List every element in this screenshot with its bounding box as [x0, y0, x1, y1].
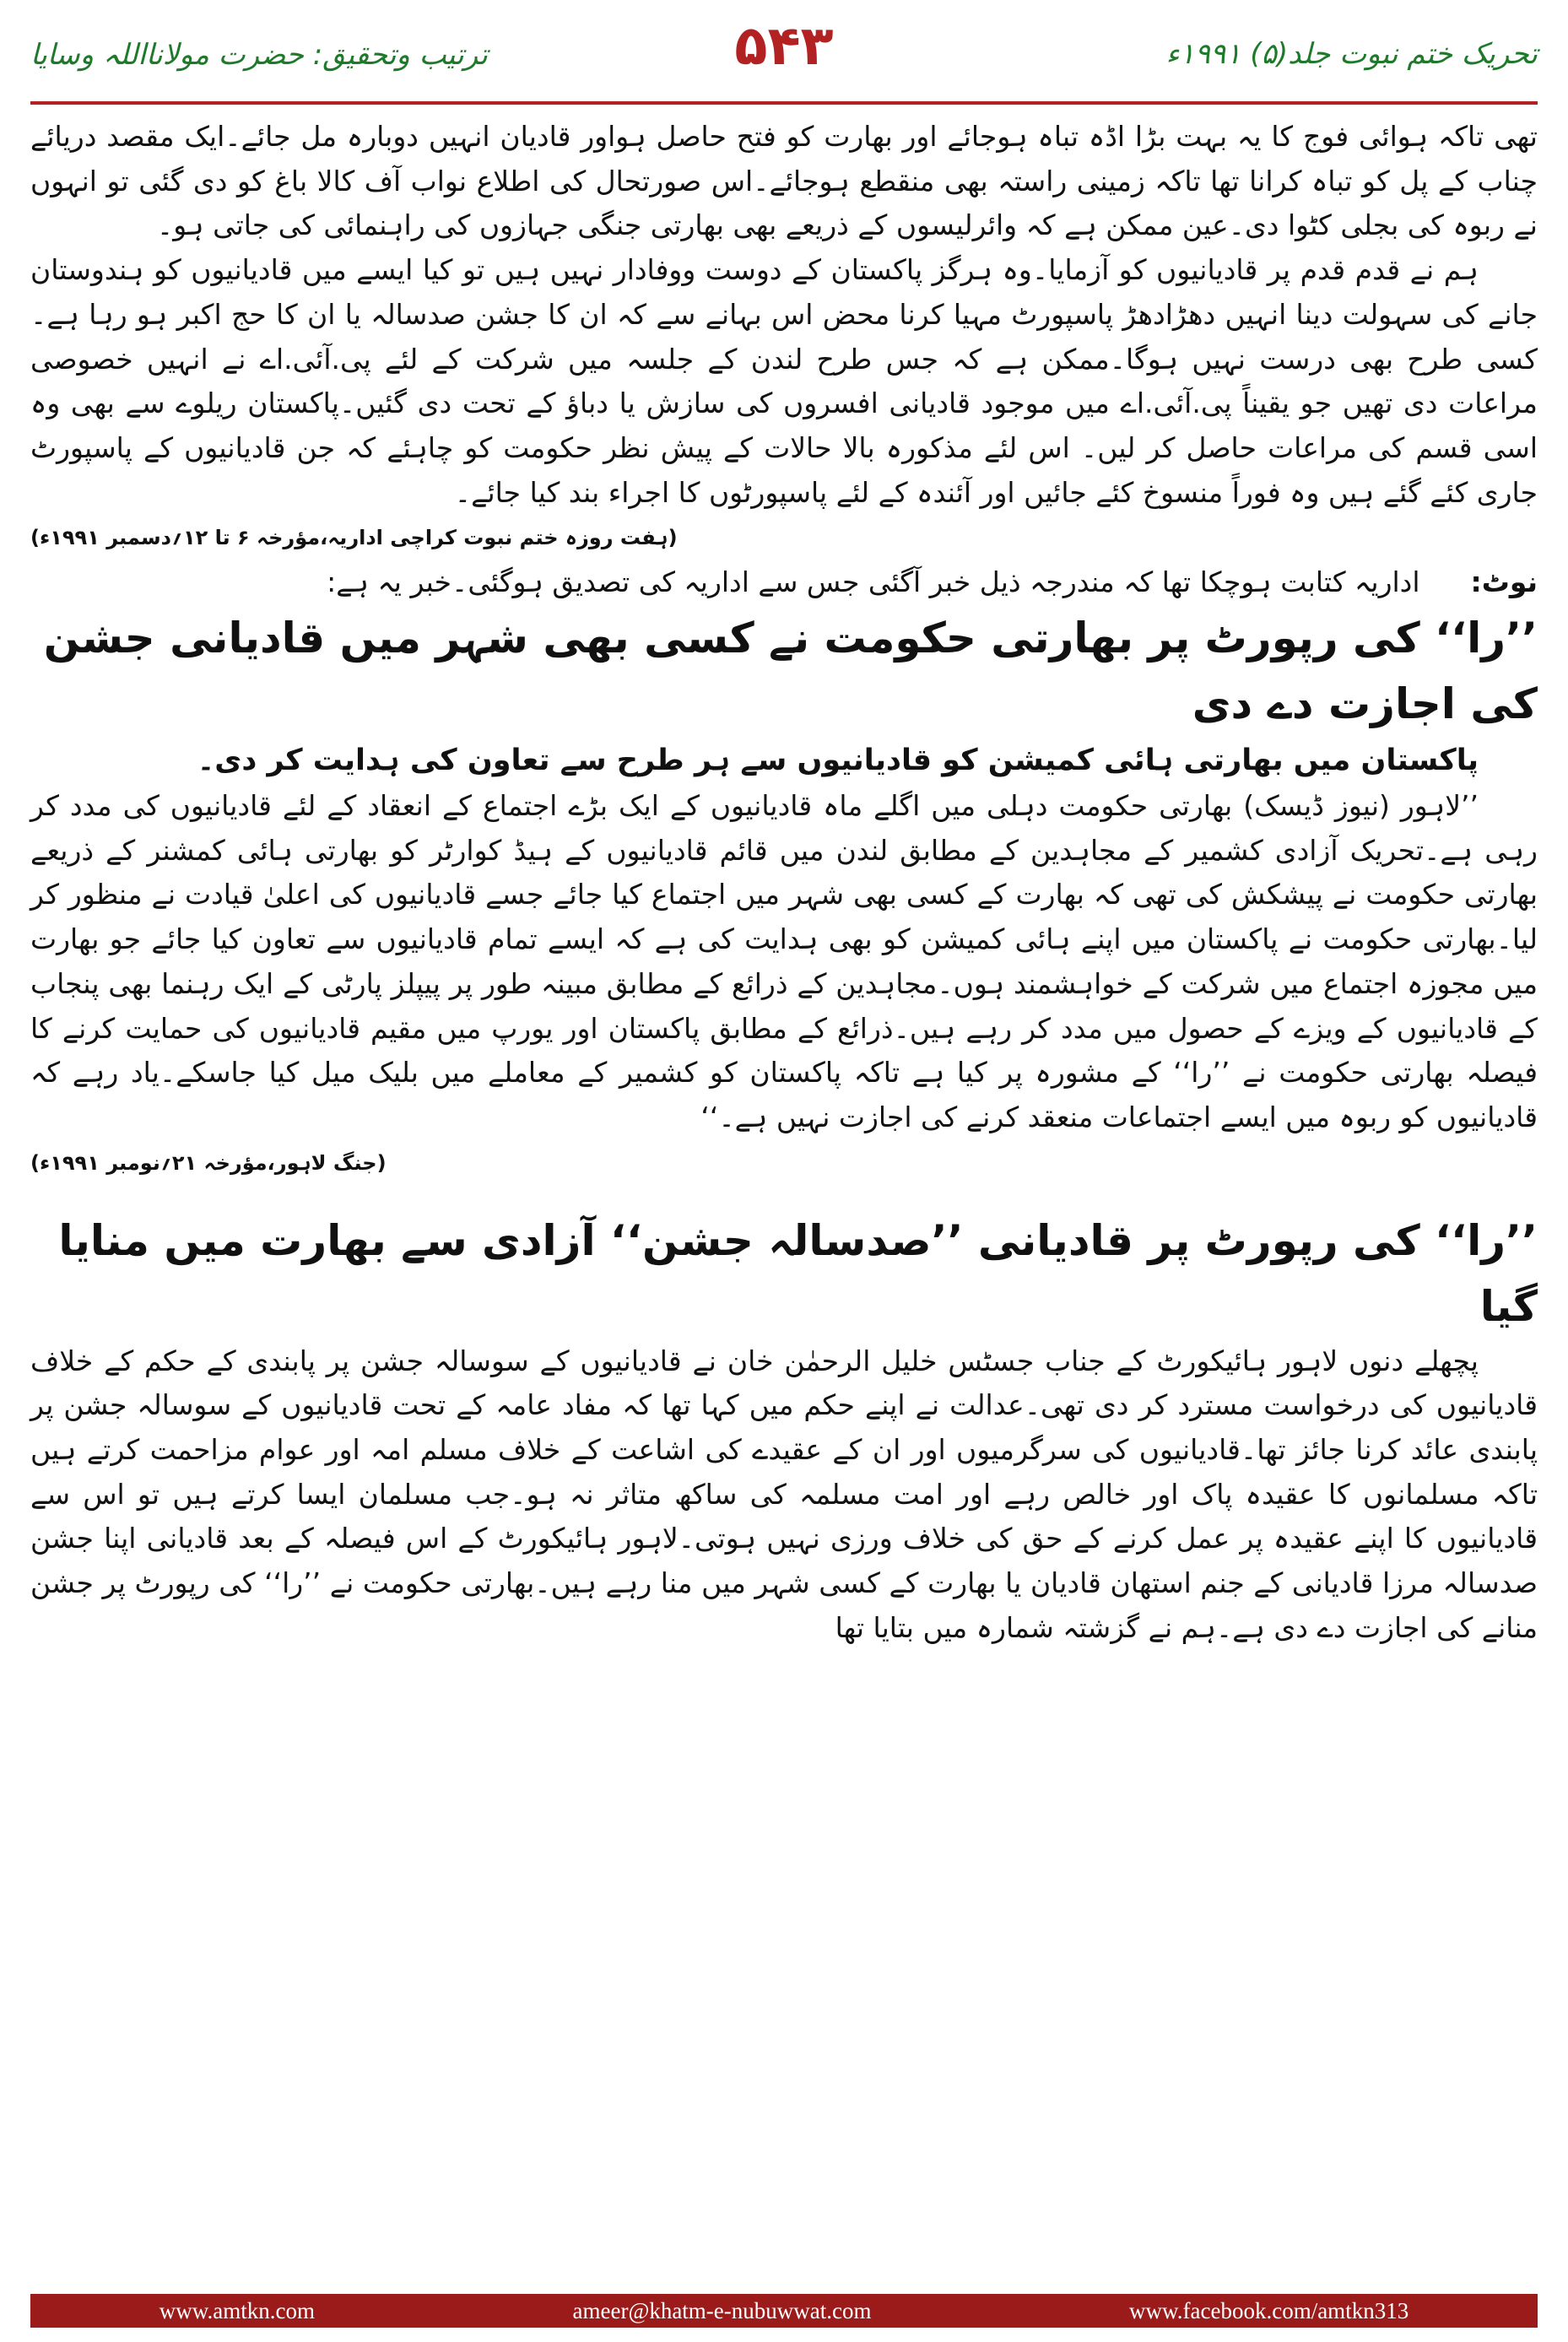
- paragraph-2: ہم نے قدم قدم پر قادیانیوں کو آزمایا۔وہ ہرگز پاکستان کے دوست ووفادار نہیں ہیں تو کیا ایسے میں قادیانیوں کو ہندوستان جانے کی سہولت دینا انہیں دھڑادھڑ پاسپورٹ مہیا کرنا محض اس بہانے سے کہ ان کا جشن صدسالہ یا ان کا حج اکبر ہو رہا ہے۔کسی طرح بھی درست نہیں ہوگا۔ممکن ہے کہ جس طرح لندن کے جلسہ میں شرکت کے لئے پی.آئی.اے نے انہیں خصوصی مراعات دی تھیں جو یقیناً پی.آئی.اے میں موجود قادیانی افسروں کی سازش یا دباؤ کے تحت دی گئیں۔پاکستان ریلوے سے بھی وہ اسی قسم کی مراعات حاصل کر لیں۔ اس لئے مذکورہ بالا حالات کے پیش نظر حکومت کو چاہئے کہ جن قادیانیوں کے پاسپورٹ جاری کئے گئے ہیں وہ فوراً منسوخ کئے جائیں اور آئندہ کے لئے پاسپورٹوں کا اجراء بند کیا جائے۔: [30, 253, 1538, 509]
- footer-email-link[interactable]: ameer@khatm-e-nubuwwat.com: [572, 2297, 872, 2323]
- compiler-credit: ترتیب وتحقیق: حضرت مولانااللہ وسایا: [30, 38, 488, 72]
- header-divider: [30, 101, 1538, 105]
- news-headline-1: ’’را‘‘ کی رپورٹ پر بھارتی حکومت نے کسی بھی شہر میں قادیانی جشن کی اجازت دے دی: [43, 614, 1538, 729]
- editor-note: [30, 560, 1538, 605]
- news-subheadline-1: پاکستان میں بھارتی ہائی کمیشن کو قادیانیوں سے ہر طرح سے تعاون کی ہدایت کر دی۔: [197, 744, 1479, 778]
- news-body-2: پچھلے دنوں لاہور ہائیکورٹ کے جناب جسٹس خلیل الرحمٰن خان نے قادیانیوں کے سوسالہ جشن پر پابندی کے حکم کے خلاف قادیانیوں کی درخواست مسترد کر دی تھی۔عدالت نے اپنے حکم میں کہا تھا کہ مفاد عامہ کے تحت قادیانیوں کے سوسالہ جشن پر پابندی عائد کرنا جائز تھا۔قادیانیوں کی سرگرمیوں اور ان کے عقیدے کی اشاعت کے خلاف مسلم امہ اور عوام مزاحمت کرتے ہیں تاکہ مسلمانوں کا عقیدہ پاک اور خالص رہے اور امت مسلمہ کی ساکھ متاثر نہ ہو۔جب مسلمان ایسا کرتے ہیں تو اس سے قادیانیوں کا اپنے عقیدہ پر عمل کرنے کے حق کی خلاف ورزی نہیں ہوتی۔لاہور ہائیکورٹ کے اس فیصلہ کے بعد قادیانی اپنا جشن صدسالہ مرزا قادیانی کے جنم استھان قادیان یا بھارت کے کسی شہر میں منا رہے ہیں۔بھارتی حکومت نے ’’را‘‘ کی رپورٹ پر جشن منانے کی اجازت دے دی ہے۔ہم نے گزشتہ شمارہ میں بتایا تھا: [30, 1344, 1538, 1644]
- page-header: [30, 15, 1538, 100]
- footer-facebook-link[interactable]: www.facebook.com/amtkn313: [1129, 2297, 1409, 2323]
- page-body: [30, 115, 1538, 1651]
- note-label: نوٹ:: [1470, 565, 1538, 599]
- note-text: اداریہ کتابت ہوچکا تھا کہ مندرجہ ذیل خبر آگئی جس سے اداریہ کی تصدیق ہوگئی۔خبر یہ ہے:: [327, 565, 1420, 599]
- section-gap: [30, 1186, 1538, 1208]
- news-headline-2: ’’را‘‘ کی رپورٹ پر قادیانی ’’صدسالہ جشن‘‘ آزادی سے بھارت میں منایا گیا: [58, 1215, 1538, 1331]
- news-body-1: ’’لاہور (نیوز ڈیسک) بھارتی حکومت دہلی میں اگلے ماہ قادیانیوں کے ایک بڑے اجتماع کے انعقاد کے لئے قادیانیوں کی مدد کر رہی ہے۔تحریک آزادی کشمیر کے مجاہدین کے مطابق لندن میں قائم قادیانیوں کے ہیڈ کوارٹر کو بھارتی ہائی کمشنر کے ذریعے بھارتی حکومت نے پیشکش کی تھی کہ بھارت کے کسی بھی شہر میں اجتماع کیا جائے جسے قادیانیوں کی اعلیٰ قیادت نے منظور کر لیا۔بھارتی حکومت نے پاکستان میں اپنے ہائی کمیشن کو بھی ہدایت کی ہے کہ ایسے تمام قادیانیوں سے تعاون کیا جائے جو بھارت میں مجوزہ اجتماع میں شرکت کے خواہشمند ہوں۔مجاہدین کے ذرائع کے مطابق مبینہ طور پر پیپلز پارٹی کے ایک رہنما بھی پنجاب کے قادیانیوں کے ویزے کے حصول میں مدد کر رہے ہیں۔ذرائع کے مطابق پاکستان اور یورپ میں مقیم قادیانیوں کی حمایت کرنے کا فیصلہ بھارتی حکومت نے ’’را‘‘ کے مشورہ پر کیا ہے تاکہ پاکستان کو کشمیر کے معاملے میں بلیک میل کیا جاسکے۔یاد رہے کہ قادیانیوں کو ربوہ میں ایسے اجتماعات منعقد کرنے کی اجازت نہیں ہے۔‘‘: [30, 789, 1538, 1133]
- source-citation-2: (جنگ لاہور،مؤرخہ ۲۱؍نومبر ۱۹۹۱ء): [30, 1150, 387, 1175]
- book-title: تحریک ختم نبوت جلد(۵) ۱۹۹۱ء: [1165, 37, 1538, 71]
- page-footer: [30, 2294, 1538, 2328]
- paragraph-1: تھی تاکہ ہوائی فوج کا یہ بہت بڑا اڈہ تباہ ہوجائے اور بھارت کو فتح حاصل ہواور قادیان انہیں دوبارہ مل جائے۔ایک مقصد دریائے چناب کے پل کو تباہ کرانا تھا تاکہ زمینی راستہ بھی منقطع ہوجائے۔اس صورتحال کی اطلاع نواب آف کالا باغ کو دی گئی تو انہوں نے ربوہ کی بجلی کٹوا دی۔عین ممکن ہے کہ وائرلیسوں کے ذریعے بھی بھارتی جنگی جہازوں کی راہنمائی کی جاتی ہو۔: [30, 120, 1538, 242]
- footer-website-link[interactable]: www.amtkn.com: [159, 2297, 315, 2323]
- page-number: ۵۴۳: [734, 15, 834, 78]
- source-citation-1: (ہفت روزہ ختم نبوت کراچی اداریہ،مؤرخہ ۶ تا ۱۲؍دسمبر ۱۹۹۱ء): [30, 526, 678, 550]
